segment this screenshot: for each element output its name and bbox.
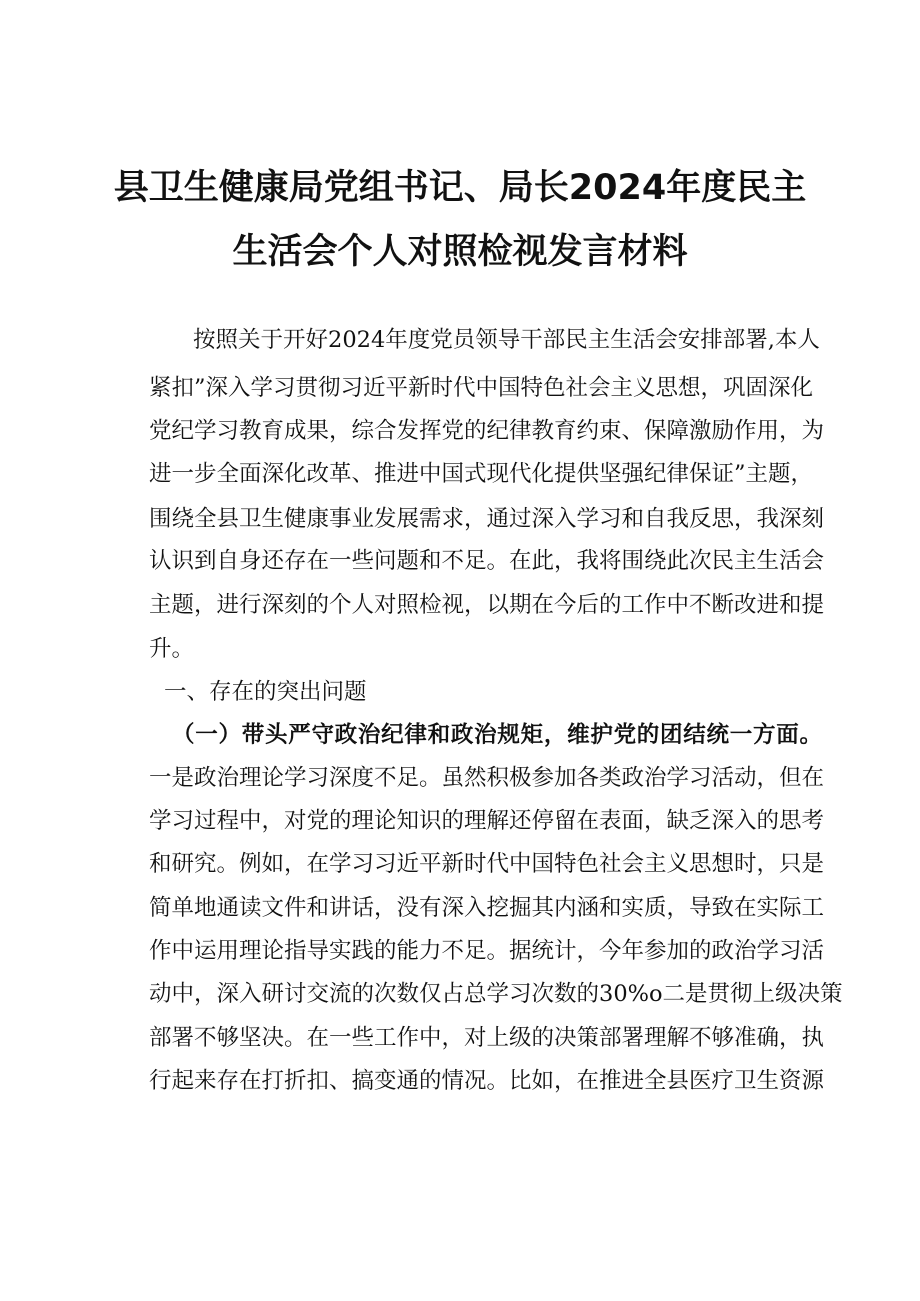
paragraph-line: 认识到自身还存在一些问题和不足。在此，我将围绕此次民主生活会: [149, 548, 825, 574]
paragraph-line: 行起来存在打折扣、搞变通的情况。比如，在推进全县医疗卫生资源: [149, 1068, 825, 1094]
paragraph-line: 紧扣”深入学习贯彻习近平新时代中国特色社会主义思想，巩固深化: [149, 375, 814, 401]
paragraph-line: 部署不够坚决。在一些工作中，对上级的决策部署理解不够准确，执: [149, 1025, 825, 1051]
paragraph-line: 升。: [149, 636, 195, 662]
paragraph-line: 按照关于开好2024年度党员领导干部民主生活会安排部署,本人: [193, 327, 820, 353]
paragraph-line: 作中运用理论指导实践的能力不足。据统计，今年参加的政治学习活: [149, 938, 825, 964]
paragraph-line: 主题，进行深刻的个人对照检视，以期在今后的工作中不断改进和提: [149, 592, 825, 618]
paragraph-line: 动中，深入研讨交流的次数仅占总学习次数的30%o二是贯彻上级决策: [149, 981, 843, 1007]
subsection-heading: （一）带头严守政治纪律和政治规矩，维护党的团结统一方面。: [172, 722, 822, 748]
document-title-line-2: 生活会个人对照检视发言材料: [232, 232, 688, 272]
paragraph-line: 党纪学习教育成果，综合发挥党的纪律教育约束、保障激励作用，为: [149, 418, 825, 444]
document-title-line-1: 县卫生健康局党组书记、局长2024年度民主: [113, 168, 807, 208]
paragraph-line: 一是政治理论学习深度不足。虽然积极参加各类政治学习活动，但在: [149, 765, 825, 791]
paragraph-line: 围绕全县卫生健康事业发展需求，通过深入学习和自我反思，我深刻: [149, 506, 825, 532]
paragraph-line: 简单地通读文件和讲话，没有深入挖掘其内涵和实质，导致在实际工: [149, 895, 825, 921]
paragraph-line: 和研究。例如，在学习习近平新时代中国特色社会主义思想时，只是: [149, 851, 825, 877]
paragraph-line: 学习过程中，对党的理论知识的理解还停留在表面，缺乏深入的思考: [149, 808, 825, 834]
paragraph-line: 进一步全面深化改革、推进中国式现代化提供坚强纪律保证”主题，: [149, 461, 814, 487]
section-heading: 一、存在的突出问题: [164, 679, 367, 705]
